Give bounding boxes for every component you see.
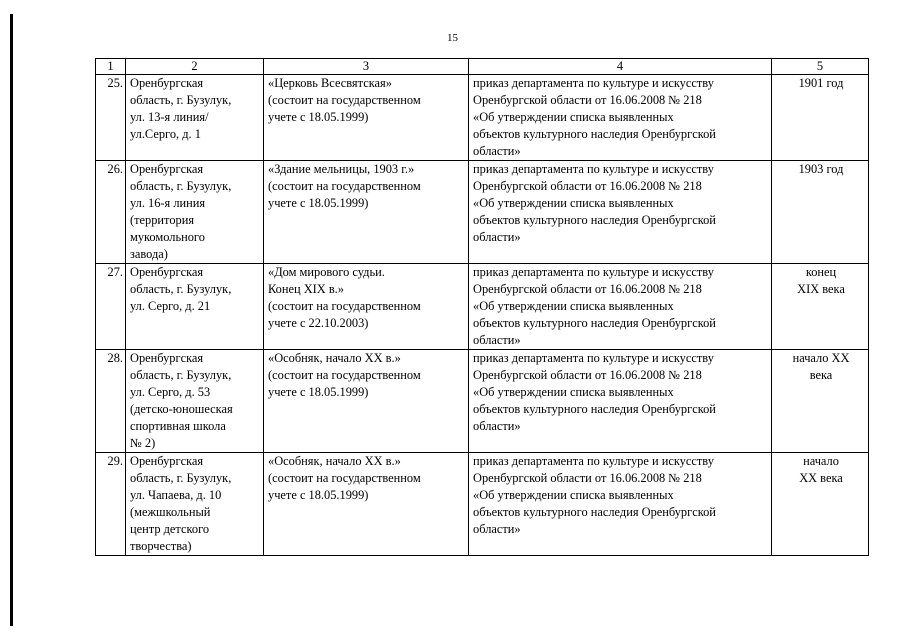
address-cell xyxy=(126,75,264,161)
document-line: Оренбургской области от 16.06.2008 № 218 xyxy=(473,282,702,296)
document-line: Оренбургской области от 16.06.2008 № 218 xyxy=(473,179,702,193)
address-line: Оренбургская xyxy=(130,265,204,279)
table-row xyxy=(96,264,869,350)
address-line: (территория xyxy=(130,213,195,227)
address-line: область, г. Бузулук, xyxy=(130,471,232,485)
document-line: объектов культурного наследия Оренбургской xyxy=(473,316,716,330)
dating-cell xyxy=(772,453,869,556)
object-name-line: (состоит на государственном xyxy=(268,471,421,485)
row-number-cell: 27. xyxy=(96,264,126,350)
object-name-line: «Особняк, начало XX в.» xyxy=(268,454,401,468)
object-name-line: «Здание мельницы, 1903 г.» xyxy=(268,162,415,176)
address-line: Оренбургская xyxy=(130,351,204,365)
object-name-line: учете с 22.10.2003) xyxy=(268,316,369,330)
row-number-cell: 26. xyxy=(96,161,126,264)
address-line: Оренбургская xyxy=(130,162,204,176)
table-row xyxy=(96,453,869,556)
object-name-cell xyxy=(264,161,469,264)
address-line: ул. Чапаева, д. 10 xyxy=(130,488,222,502)
object-name-cell xyxy=(264,453,469,556)
object-name-line: учете с 18.05.1999) xyxy=(268,385,369,399)
address-line: ул. Серго, д. 53 xyxy=(130,385,211,399)
document-line: объектов культурного наследия Оренбургской xyxy=(473,402,716,416)
document-line: «Об утверждении списка выявленных xyxy=(473,488,674,502)
document-line: области» xyxy=(473,230,521,244)
document-line: Оренбургской области от 16.06.2008 № 218 xyxy=(473,93,702,107)
object-name-line: «Особняк, начало XX в.» xyxy=(268,351,401,365)
address-line: ул. Серго, д. 21 xyxy=(130,299,211,313)
document-line: «Об утверждении списка выявленных xyxy=(473,385,674,399)
dating-cell xyxy=(772,161,869,264)
object-name-line: (состоит на государственном xyxy=(268,299,421,313)
object-name-line: (состоит на государственном xyxy=(268,179,421,193)
address-line: центр детского xyxy=(130,522,210,536)
document-line: области» xyxy=(473,419,521,433)
object-name-line: учете с 18.05.1999) xyxy=(268,110,369,124)
dating-line: XIX века xyxy=(797,282,845,296)
address-line: спортивная школа xyxy=(130,419,226,433)
document-line: Оренбургской области от 16.06.2008 № 218 xyxy=(473,368,702,382)
page-number: 15 xyxy=(447,32,458,44)
dating-line: начало XX xyxy=(792,351,850,365)
document-cell xyxy=(469,350,772,453)
object-name-line: учете с 18.05.1999) xyxy=(268,196,369,210)
document-cell xyxy=(469,161,772,264)
document-line: «Об утверждении списка выявленных xyxy=(473,110,674,124)
dating-cell xyxy=(772,264,869,350)
address-line: ул. 13-я линия/ xyxy=(130,110,209,124)
address-line: область, г. Бузулук, xyxy=(130,282,232,296)
column-number: 2 xyxy=(126,59,264,75)
heritage-objects-table xyxy=(95,58,869,556)
row-number-cell: 29. xyxy=(96,453,126,556)
dating-cell xyxy=(772,75,869,161)
address-line: область, г. Бузулук, xyxy=(130,93,232,107)
dating-line: века xyxy=(809,368,833,382)
dating-line: конец xyxy=(805,265,837,279)
address-line: (детско-юношеская xyxy=(130,402,233,416)
object-name-line: «Дом мирового судьи. xyxy=(268,265,385,279)
document-line: Оренбургской области от 16.06.2008 № 218 xyxy=(473,471,702,485)
table-row xyxy=(96,350,869,453)
document-line: «Об утверждении списка выявленных xyxy=(473,299,674,313)
address-line: мукомольного xyxy=(130,230,205,244)
page-edge-bar xyxy=(10,14,13,626)
document-cell xyxy=(469,264,772,350)
address-line: Оренбургская xyxy=(130,454,204,468)
document-line: объектов культурного наследия Оренбургской xyxy=(473,213,716,227)
object-name-cell xyxy=(264,350,469,453)
column-number: 4 xyxy=(469,59,772,75)
object-name-line: учете с 18.05.1999) xyxy=(268,488,369,502)
address-line: область, г. Бузулук, xyxy=(130,368,232,382)
address-line: ул.Серго, д. 1 xyxy=(130,127,201,141)
address-line: ул. 16-я линия xyxy=(130,196,206,210)
row-number-cell: 28. xyxy=(96,350,126,453)
document-line: приказ департамента по культуре и искусству xyxy=(473,162,714,176)
address-line: № 2) xyxy=(130,436,156,450)
object-name-line: Конец XIX в.» xyxy=(268,282,344,296)
object-name-line: (состоит на государственном xyxy=(268,93,421,107)
document-line: приказ департамента по культуре и искусству xyxy=(473,265,714,279)
address-cell xyxy=(126,161,264,264)
dating-cell xyxy=(772,350,869,453)
object-name-line: (состоит на государственном xyxy=(268,368,421,382)
document-line: области» xyxy=(473,144,521,158)
document-line: приказ департамента по культуре и искусству xyxy=(473,351,714,365)
document-line: приказ департамента по культуре и искусству xyxy=(473,76,714,90)
address-line: творчества) xyxy=(130,539,192,553)
document-line: объектов культурного наследия Оренбургской xyxy=(473,505,716,519)
document-cell xyxy=(469,453,772,556)
object-name-line: «Церковь Всесвятская» xyxy=(268,76,392,90)
column-number: 3 xyxy=(264,59,469,75)
address-line: завода) xyxy=(130,247,168,261)
table-body xyxy=(96,59,869,556)
object-name-cell xyxy=(264,264,469,350)
document-line: приказ департамента по культуре и искусству xyxy=(473,454,714,468)
dating-line: 1903 год xyxy=(798,162,844,176)
document-line: «Об утверждении списка выявленных xyxy=(473,196,674,210)
table-row xyxy=(96,75,869,161)
address-cell xyxy=(126,350,264,453)
address-line: (межшкольный xyxy=(130,505,211,519)
address-line: Оренбургская xyxy=(130,76,204,90)
row-number-cell: 25. xyxy=(96,75,126,161)
column-number-row xyxy=(96,59,869,75)
dating-line: 1901 год xyxy=(798,76,844,90)
document-line: области» xyxy=(473,522,521,536)
document-line: объектов культурного наследия Оренбургской xyxy=(473,127,716,141)
column-number: 5 xyxy=(772,59,869,75)
column-number: 1 xyxy=(96,59,126,75)
object-name-cell xyxy=(264,75,469,161)
document-line: области» xyxy=(473,333,521,347)
document-cell xyxy=(469,75,772,161)
address-line: область, г. Бузулук, xyxy=(130,179,232,193)
table-row xyxy=(96,161,869,264)
dating-line: начало xyxy=(803,454,839,468)
address-cell xyxy=(126,453,264,556)
dating-line: XX века xyxy=(799,471,843,485)
address-cell xyxy=(126,264,264,350)
